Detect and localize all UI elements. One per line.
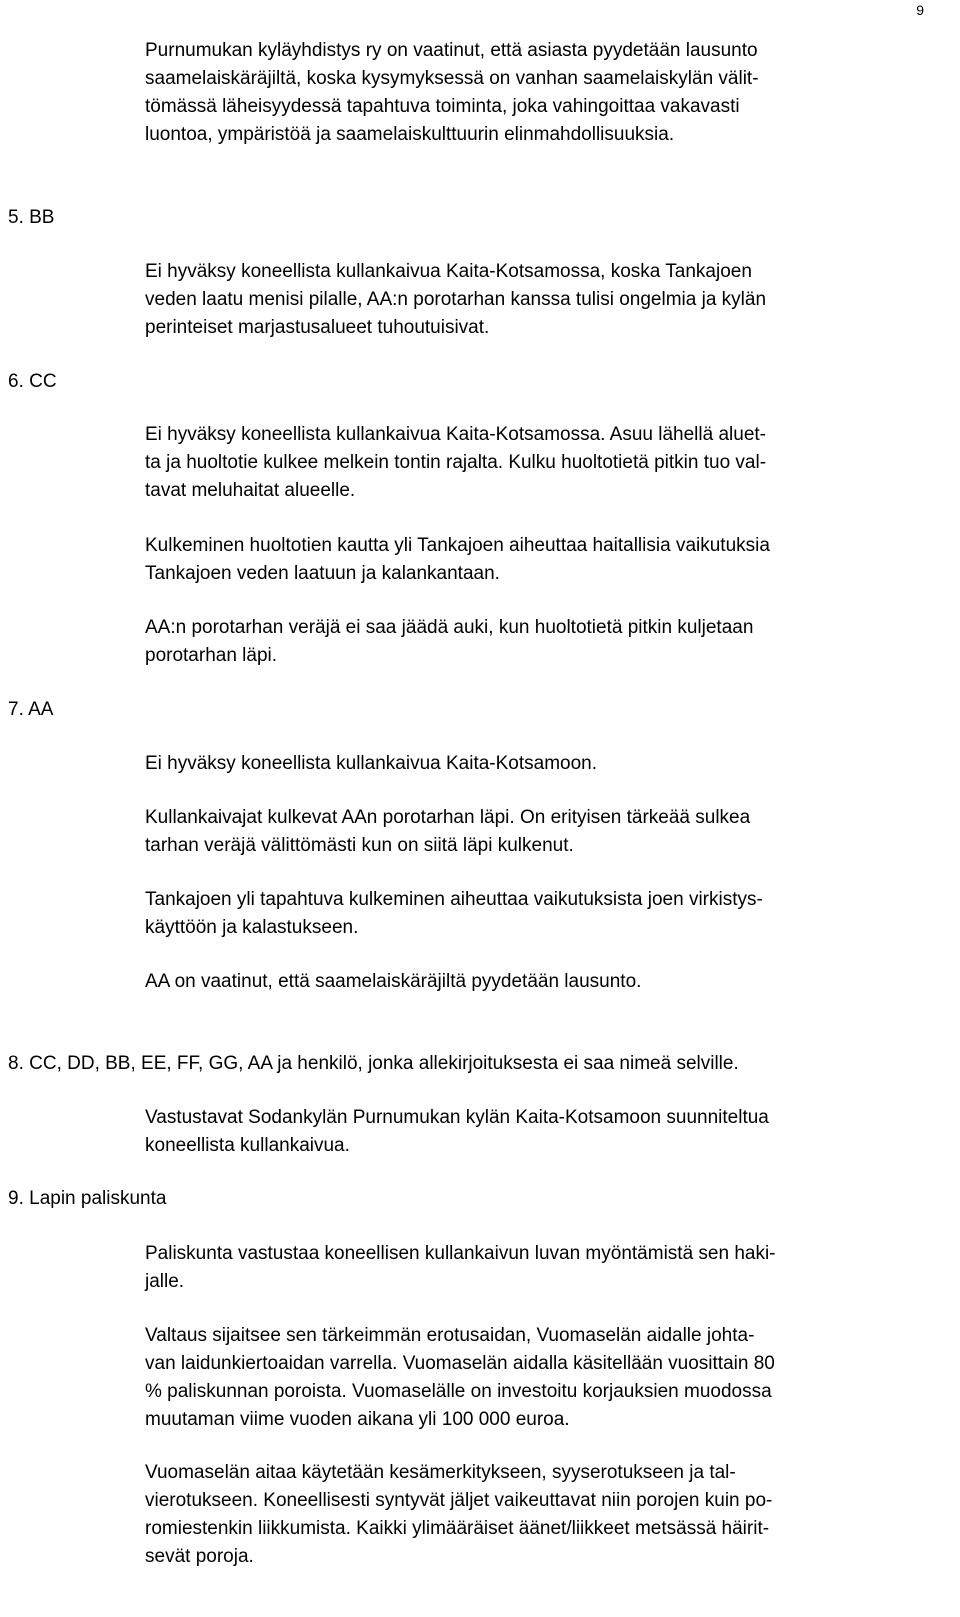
text-line: Vastustavat Sodankylän Purnumukan kylän Kaita-Kotsamoon suunniteltua [145, 1107, 769, 1128]
section-6-paragraph-1 [145, 421, 935, 505]
text-line: Ei hyväksy koneellista kullankaivua Kaita-Kotsamoon. [145, 753, 598, 774]
text-line: Valtaus sijaitsee sen tärkeimmän erotusaidan, Vuomaselän aidalle johta- [145, 1325, 755, 1346]
text-line: AA on vaatinut, että saamelaiskäräjiltä pyydetään lausunto. [145, 971, 642, 992]
text-line: saamelaiskäräjiltä, koska kysymyksessä on vanhan saamelaiskylän välit- [145, 68, 759, 89]
text-line: Purnumukan kyläyhdistys ry on vaatinut, että asiasta pyydetään lausunto [145, 40, 758, 61]
section-heading-9: 9. Lapin paliskunta [8, 1188, 167, 1209]
text-line: porotarhan läpi. [145, 645, 278, 666]
text-line: perinteiset marjastusalueet tuhoutuisivat. [145, 317, 490, 338]
text-line: käyttöön ja kalastukseen. [145, 917, 359, 938]
section-7-paragraph-3 [145, 886, 935, 942]
text-line: Paliskunta vastustaa koneellisen kullankaivun luvan myöntämistä sen haki- [145, 1243, 776, 1264]
text-line: Tankajoen veden laatuun ja kalankantaan. [145, 563, 500, 584]
text-line: tarhan veräjä välittömästi kun on siitä läpi kulkenut. [145, 835, 574, 856]
text-line: tavat meluhaitat alueelle. [145, 480, 356, 501]
text-line: koneellista kullankaivua. [145, 1135, 350, 1156]
section-7-paragraph-4 [145, 968, 935, 996]
section-9-paragraph-1 [145, 1240, 935, 1296]
text-line: AA:n porotarhan veräjä ei saa jäädä auki, kun huoltotietä pitkin kuljetaan [145, 617, 754, 638]
text-line: luontoa, ympäristöä ja saamelaiskulttuurin elinmahdollisuuksia. [145, 124, 675, 145]
text-line: ta ja huoltotie kulkee melkein tontin rajalta. Kulku huoltotietä pitkin tuo val- [145, 452, 767, 473]
section-7-paragraph-2 [145, 804, 935, 860]
section-6-paragraph-2 [145, 532, 935, 588]
section-6-paragraph-3 [145, 614, 935, 670]
text-line: jalle. [145, 1271, 185, 1292]
section-7-paragraph-1 [145, 750, 935, 778]
section-heading-7: 7. AA [8, 699, 54, 720]
text-line: Kulkeminen huoltotien kautta yli Tankajoen aiheuttaa haitallisia vaikutuksia [145, 535, 770, 556]
section-5-paragraph [145, 258, 935, 342]
section-9-paragraph-2 [145, 1322, 935, 1434]
text-line: van laidunkiertoaidan varrella. Vuomaselän aidalla käsitellään vuosittain 80 [145, 1353, 775, 1374]
text-line: Ei hyväksy koneellista kullankaivua Kaita-Kotsamossa, koska Tankajoen [145, 261, 752, 282]
page-number: 9 [916, 2, 924, 18]
intro-paragraph [145, 37, 935, 149]
section-8-paragraph [145, 1104, 935, 1160]
section-heading-5: 5. BB [8, 207, 55, 228]
text-line: muutaman viime vuoden aikana yli 100 000 euroa. [145, 1409, 570, 1430]
text-line: Kullankaivajat kulkevat AAn porotarhan läpi. On erityisen tärkeää sulkea [145, 807, 751, 828]
text-line: % paliskunnan poroista. Vuomaselälle on investoitu korjauksien muodossa [145, 1381, 772, 1402]
text-line: veden laatu menisi pilalle, AA:n porotarhan kanssa tulisi ongelmia ja kylän [145, 289, 767, 310]
section-heading-8: 8. CC, DD, BB, EE, FF, GG, AA ja henkilö, jonka allekirjoituksesta ei saa nimeä selville. [8, 1053, 739, 1074]
section-heading-6: 6. CC [8, 371, 57, 392]
text-line: Ei hyväksy koneellista kullankaivua Kaita-Kotsamossa. Asuu lähellä aluet- [145, 424, 766, 445]
text-line: romiestenkin liikkumista. Kaikki ylimääräiset äänet/liikkeet metsässä häirit- [145, 1518, 770, 1539]
section-9-paragraph-3 [145, 1459, 935, 1571]
text-line: sevät poroja. [145, 1546, 254, 1567]
text-line: vierotukseen. Koneellisesti syntyvät jäljet vaikeuttavat niin porojen kuin po- [145, 1490, 773, 1511]
text-line: Tankajoen yli tapahtuva kulkeminen aiheuttaa vaikutuksista joen virkistys- [145, 889, 763, 910]
text-line: tömässä läheisyydessä tapahtuva toiminta, joka vahingoittaa vakavasti [145, 96, 740, 117]
text-line: Vuomaselän aitaa käytetään kesämerkitykseen, syyserotukseen ja tal- [145, 1462, 736, 1483]
